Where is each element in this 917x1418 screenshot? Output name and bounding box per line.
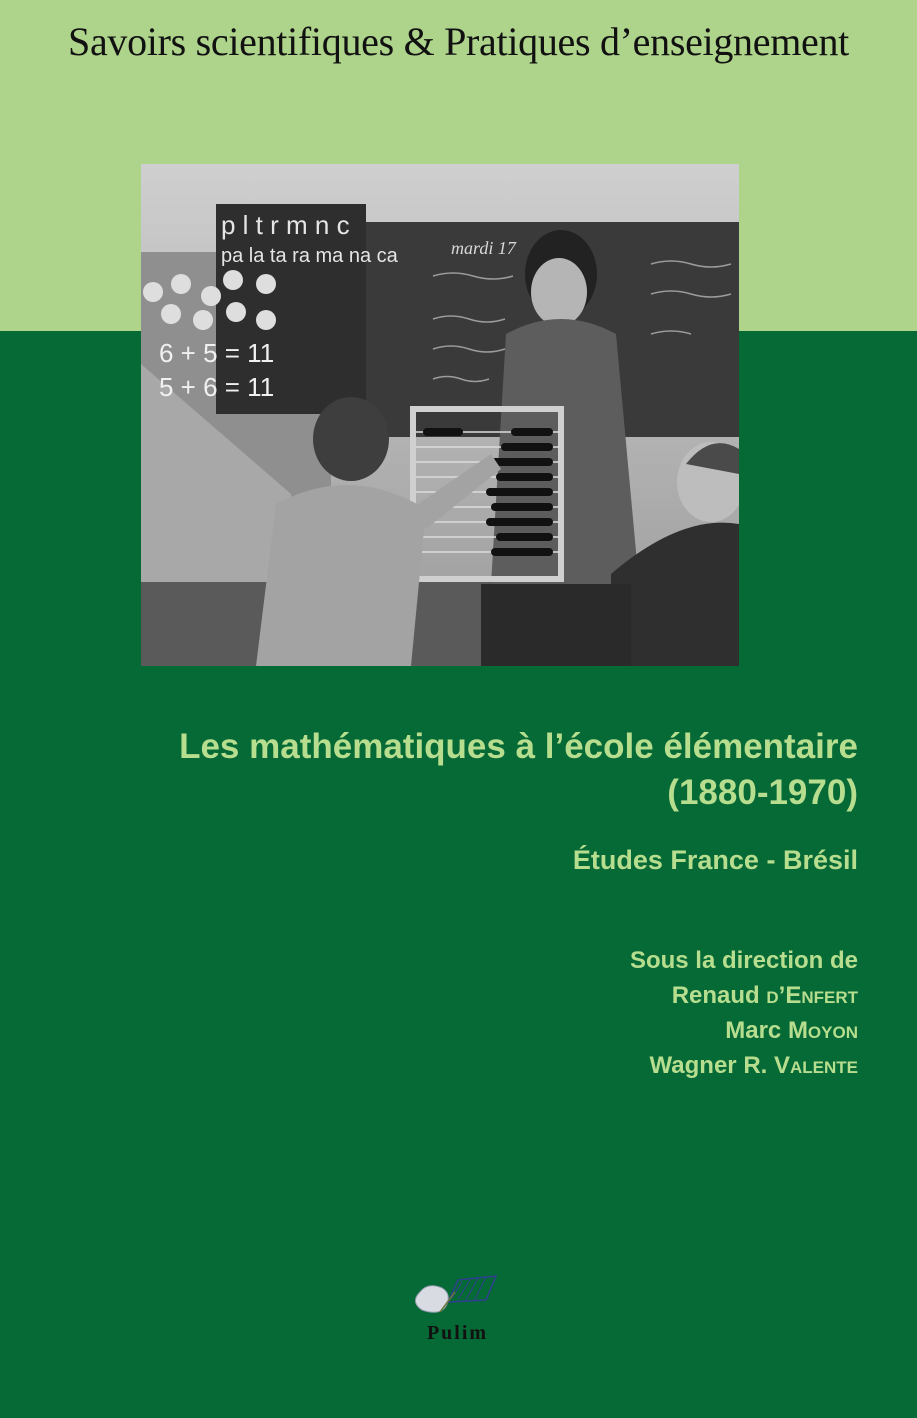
board-letters: p l t r m n c: [221, 210, 350, 240]
editor-family-name: Moyon: [787, 1017, 858, 1044]
math-line-1: 6 + 5 = 11: [159, 338, 275, 368]
book-title-line-2: (1880-1970): [667, 773, 858, 812]
credits: [630, 943, 858, 1083]
editor-family-name: d’Enfert: [766, 982, 858, 1009]
book-title: [179, 724, 858, 816]
publisher-name: Pulim: [426, 1322, 489, 1344]
direction-label: Sous la direction de: [629, 947, 858, 974]
board-word: mardi 17: [451, 238, 516, 258]
math-line-2: 5 + 6 = 11: [159, 372, 275, 402]
editor-given-name: Renaud: [671, 982, 767, 1009]
editor-1: [630, 978, 858, 1013]
board-syllables: pa la ta ra ma na ca: [221, 245, 398, 267]
editor-2: [630, 1013, 858, 1048]
book-subtitle: Études France - Brésil: [572, 845, 858, 875]
publisher-logo: [400, 1272, 515, 1352]
editor-given-name: Wagner R.: [649, 1052, 774, 1079]
cover-photo: [141, 164, 739, 666]
editor-given-name: Marc: [725, 1017, 788, 1044]
series-title: Savoirs scientifiques & Pratiques d’enseignement: [68, 19, 849, 64]
editor-3: [630, 1048, 858, 1083]
book-title-line-1: Les mathématiques à l’école élémentaire: [179, 727, 858, 766]
editor-family-name: Valente: [773, 1052, 858, 1079]
chair: [481, 584, 631, 666]
